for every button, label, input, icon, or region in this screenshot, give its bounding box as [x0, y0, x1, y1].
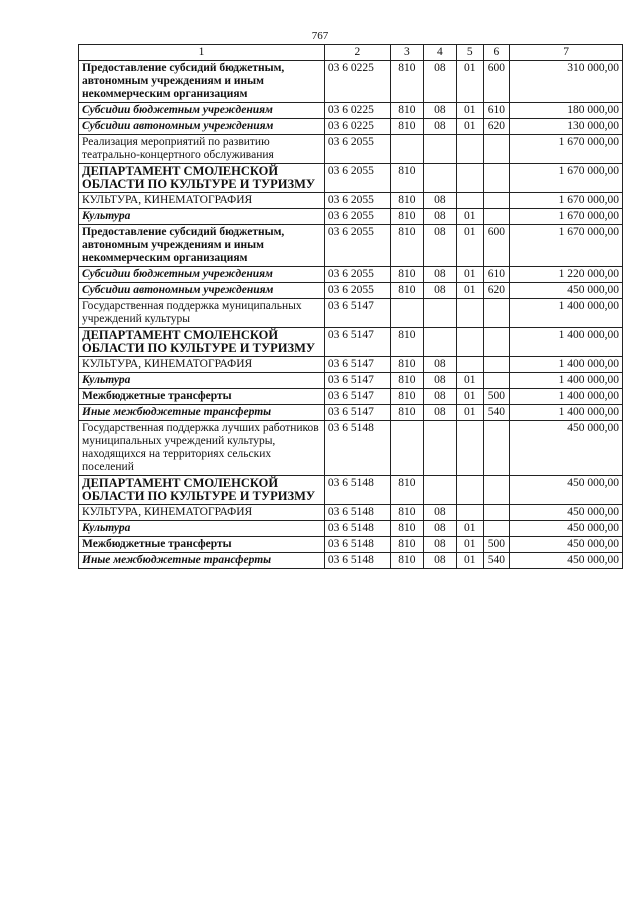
row-name: Государственная поддержка муниципальных учреждений культуры	[79, 299, 325, 328]
admin-code: 810	[390, 225, 423, 267]
header-col-4: 4	[423, 45, 456, 61]
row-name: Реализация мероприятий по развитию театрально-концертного обслуживания	[79, 135, 325, 164]
header-col-6: 6	[483, 45, 510, 61]
table-row	[79, 521, 623, 537]
target-article-code: 03 6 5148	[324, 537, 390, 553]
table-row	[79, 299, 623, 328]
admin-code: 810	[390, 61, 423, 103]
amount: 310 000,00	[510, 61, 623, 103]
section-code: 08	[423, 389, 456, 405]
amount: 130 000,00	[510, 119, 623, 135]
amount: 1 670 000,00	[510, 164, 623, 193]
row-name: ДЕПАРТАМЕНТ СМОЛЕНСКОЙ ОБЛАСТИ ПО КУЛЬТУРЕ И ТУРИЗМУ	[79, 476, 325, 505]
section-code	[423, 164, 456, 193]
subsection-code: 01	[456, 225, 483, 267]
expense-type-code	[483, 421, 510, 476]
section-code: 08	[423, 505, 456, 521]
section-code: 08	[423, 373, 456, 389]
target-article-code: 03 6 5147	[324, 299, 390, 328]
section-code	[423, 421, 456, 476]
subsection-code	[456, 328, 483, 357]
subsection-code: 01	[456, 267, 483, 283]
row-name: Предоставление субсидий бюджетным, автономным учреждениям и иным некоммерческим организациям	[79, 225, 325, 267]
section-code: 08	[423, 61, 456, 103]
table-row	[79, 328, 623, 357]
amount: 1 400 000,00	[510, 299, 623, 328]
amount: 450 000,00	[510, 283, 623, 299]
header-row	[79, 45, 623, 61]
admin-code: 810	[390, 357, 423, 373]
amount: 1 400 000,00	[510, 328, 623, 357]
row-name: Культура	[79, 373, 325, 389]
admin-code: 810	[390, 476, 423, 505]
amount: 450 000,00	[510, 521, 623, 537]
row-name: Субсидии автономным учреждениям	[79, 283, 325, 299]
target-article-code: 03 6 5148	[324, 553, 390, 569]
row-name: КУЛЬТУРА, КИНЕМАТОГРАФИЯ	[79, 193, 325, 209]
amount: 1 670 000,00	[510, 225, 623, 267]
section-code: 08	[423, 521, 456, 537]
row-name: Культура	[79, 521, 325, 537]
subsection-code	[456, 299, 483, 328]
row-name: КУЛЬТУРА, КИНЕМАТОГРАФИЯ	[79, 357, 325, 373]
expense-type-code	[483, 328, 510, 357]
amount: 450 000,00	[510, 476, 623, 505]
row-name: Межбюджетные трансферты	[79, 389, 325, 405]
amount: 1 670 000,00	[510, 135, 623, 164]
table-row	[79, 103, 623, 119]
table-row	[79, 553, 623, 569]
subsection-code: 01	[456, 119, 483, 135]
table-row	[79, 389, 623, 405]
row-name: ДЕПАРТАМЕНТ СМОЛЕНСКОЙ ОБЛАСТИ ПО КУЛЬТУРЕ И ТУРИЗМУ	[79, 164, 325, 193]
subsection-code: 01	[456, 405, 483, 421]
target-article-code: 03 6 0225	[324, 103, 390, 119]
target-article-code: 03 6 5148	[324, 505, 390, 521]
admin-code: 810	[390, 389, 423, 405]
subsection-code: 01	[456, 283, 483, 299]
target-article-code: 03 6 5148	[324, 476, 390, 505]
target-article-code: 03 6 0225	[324, 119, 390, 135]
admin-code: 810	[390, 283, 423, 299]
section-code: 08	[423, 209, 456, 225]
admin-code: 810	[390, 553, 423, 569]
amount: 450 000,00	[510, 553, 623, 569]
section-code: 08	[423, 193, 456, 209]
subsection-code: 01	[456, 209, 483, 225]
section-code	[423, 328, 456, 357]
subsection-code: 01	[456, 61, 483, 103]
section-code: 08	[423, 537, 456, 553]
table-row	[79, 505, 623, 521]
admin-code: 810	[390, 103, 423, 119]
target-article-code: 03 6 5147	[324, 357, 390, 373]
table-row	[79, 373, 623, 389]
row-name: КУЛЬТУРА, КИНЕМАТОГРАФИЯ	[79, 505, 325, 521]
table-row	[79, 225, 623, 267]
row-name: Субсидии бюджетным учреждениям	[79, 267, 325, 283]
admin-code: 810	[390, 373, 423, 389]
amount: 1 670 000,00	[510, 193, 623, 209]
expense-type-code: 610	[483, 103, 510, 119]
target-article-code: 03 6 5147	[324, 373, 390, 389]
table-row	[79, 119, 623, 135]
admin-code: 810	[390, 521, 423, 537]
section-code: 08	[423, 405, 456, 421]
target-article-code: 03 6 0225	[324, 61, 390, 103]
expense-type-code	[483, 476, 510, 505]
expense-type-code: 610	[483, 267, 510, 283]
expense-type-code	[483, 164, 510, 193]
expense-type-code	[483, 521, 510, 537]
target-article-code: 03 6 2055	[324, 209, 390, 225]
header-col-5: 5	[456, 45, 483, 61]
target-article-code: 03 6 5147	[324, 405, 390, 421]
target-article-code: 03 6 5147	[324, 389, 390, 405]
amount: 1 400 000,00	[510, 373, 623, 389]
table-body	[79, 61, 623, 569]
subsection-code: 01	[456, 537, 483, 553]
admin-code: 810	[390, 209, 423, 225]
target-article-code: 03 6 2055	[324, 283, 390, 299]
budget-table	[78, 44, 623, 569]
target-article-code: 03 6 2055	[324, 193, 390, 209]
table-row	[79, 193, 623, 209]
row-name: Иные межбюджетные трансферты	[79, 405, 325, 421]
subsection-code	[456, 357, 483, 373]
admin-code: 810	[390, 405, 423, 421]
section-code: 08	[423, 553, 456, 569]
admin-code: 810	[390, 164, 423, 193]
subsection-code: 01	[456, 553, 483, 569]
amount: 450 000,00	[510, 537, 623, 553]
subsection-code	[456, 505, 483, 521]
row-name: Предоставление субсидий бюджетным, автономным учреждениям и иным некоммерческим организациям	[79, 61, 325, 103]
table-row	[79, 421, 623, 476]
table-row	[79, 61, 623, 103]
table-row	[79, 135, 623, 164]
section-code: 08	[423, 357, 456, 373]
amount: 1 400 000,00	[510, 357, 623, 373]
admin-code	[390, 421, 423, 476]
expense-type-code: 620	[483, 283, 510, 299]
amount: 1 400 000,00	[510, 405, 623, 421]
expense-type-code	[483, 209, 510, 225]
table-row	[79, 405, 623, 421]
table-row	[79, 267, 623, 283]
admin-code: 810	[390, 119, 423, 135]
section-code: 08	[423, 103, 456, 119]
amount: 180 000,00	[510, 103, 623, 119]
admin-code	[390, 135, 423, 164]
row-name: Государственная поддержка лучших работников муниципальных учреждений культуры, находящихся на территориях сельских поселений	[79, 421, 325, 476]
expense-type-code: 600	[483, 61, 510, 103]
admin-code: 810	[390, 537, 423, 553]
row-name: Иные межбюджетные трансферты	[79, 553, 325, 569]
expense-type-code	[483, 299, 510, 328]
target-article-code: 03 6 2055	[324, 267, 390, 283]
subsection-code	[456, 164, 483, 193]
admin-code: 810	[390, 328, 423, 357]
table-row	[79, 476, 623, 505]
section-code	[423, 135, 456, 164]
target-article-code: 03 6 2055	[324, 164, 390, 193]
table-row	[79, 209, 623, 225]
subsection-code: 01	[456, 373, 483, 389]
expense-type-code	[483, 135, 510, 164]
admin-code: 810	[390, 505, 423, 521]
subsection-code: 01	[456, 103, 483, 119]
header-col-1: 1	[79, 45, 325, 61]
section-code	[423, 476, 456, 505]
section-code: 08	[423, 267, 456, 283]
row-name: Субсидии автономным учреждениям	[79, 119, 325, 135]
expense-type-code: 540	[483, 553, 510, 569]
amount: 1 220 000,00	[510, 267, 623, 283]
section-code: 08	[423, 119, 456, 135]
expense-type-code	[483, 193, 510, 209]
amount: 450 000,00	[510, 505, 623, 521]
header-col-7: 7	[510, 45, 623, 61]
row-name: ДЕПАРТАМЕНТ СМОЛЕНСКОЙ ОБЛАСТИ ПО КУЛЬТУРЕ И ТУРИЗМУ	[79, 328, 325, 357]
expense-type-code: 540	[483, 405, 510, 421]
amount: 1 670 000,00	[510, 209, 623, 225]
admin-code	[390, 299, 423, 328]
subsection-code	[456, 476, 483, 505]
target-article-code: 03 6 5148	[324, 421, 390, 476]
table-row	[79, 283, 623, 299]
page-number: 767	[311, 30, 329, 42]
subsection-code: 01	[456, 389, 483, 405]
admin-code: 810	[390, 267, 423, 283]
header-col-3: 3	[390, 45, 423, 61]
subsection-code	[456, 421, 483, 476]
row-name: Культура	[79, 209, 325, 225]
section-code: 08	[423, 225, 456, 267]
target-article-code: 03 6 5147	[324, 328, 390, 357]
subsection-code: 01	[456, 521, 483, 537]
section-code	[423, 299, 456, 328]
target-article-code: 03 6 2055	[324, 225, 390, 267]
table-row	[79, 357, 623, 373]
admin-code: 810	[390, 193, 423, 209]
row-name: Межбюджетные трансферты	[79, 537, 325, 553]
row-name: Субсидии бюджетным учреждениям	[79, 103, 325, 119]
table-row	[79, 164, 623, 193]
table-header	[79, 45, 623, 61]
table-row	[79, 537, 623, 553]
amount: 450 000,00	[510, 421, 623, 476]
expense-type-code: 500	[483, 537, 510, 553]
section-code: 08	[423, 283, 456, 299]
expense-type-code	[483, 357, 510, 373]
expense-type-code	[483, 373, 510, 389]
expense-type-code: 600	[483, 225, 510, 267]
target-article-code: 03 6 2055	[324, 135, 390, 164]
expense-type-code	[483, 505, 510, 521]
amount: 1 400 000,00	[510, 389, 623, 405]
header-col-2: 2	[324, 45, 390, 61]
expense-type-code: 620	[483, 119, 510, 135]
target-article-code: 03 6 5148	[324, 521, 390, 537]
expense-type-code: 500	[483, 389, 510, 405]
subsection-code	[456, 135, 483, 164]
subsection-code	[456, 193, 483, 209]
